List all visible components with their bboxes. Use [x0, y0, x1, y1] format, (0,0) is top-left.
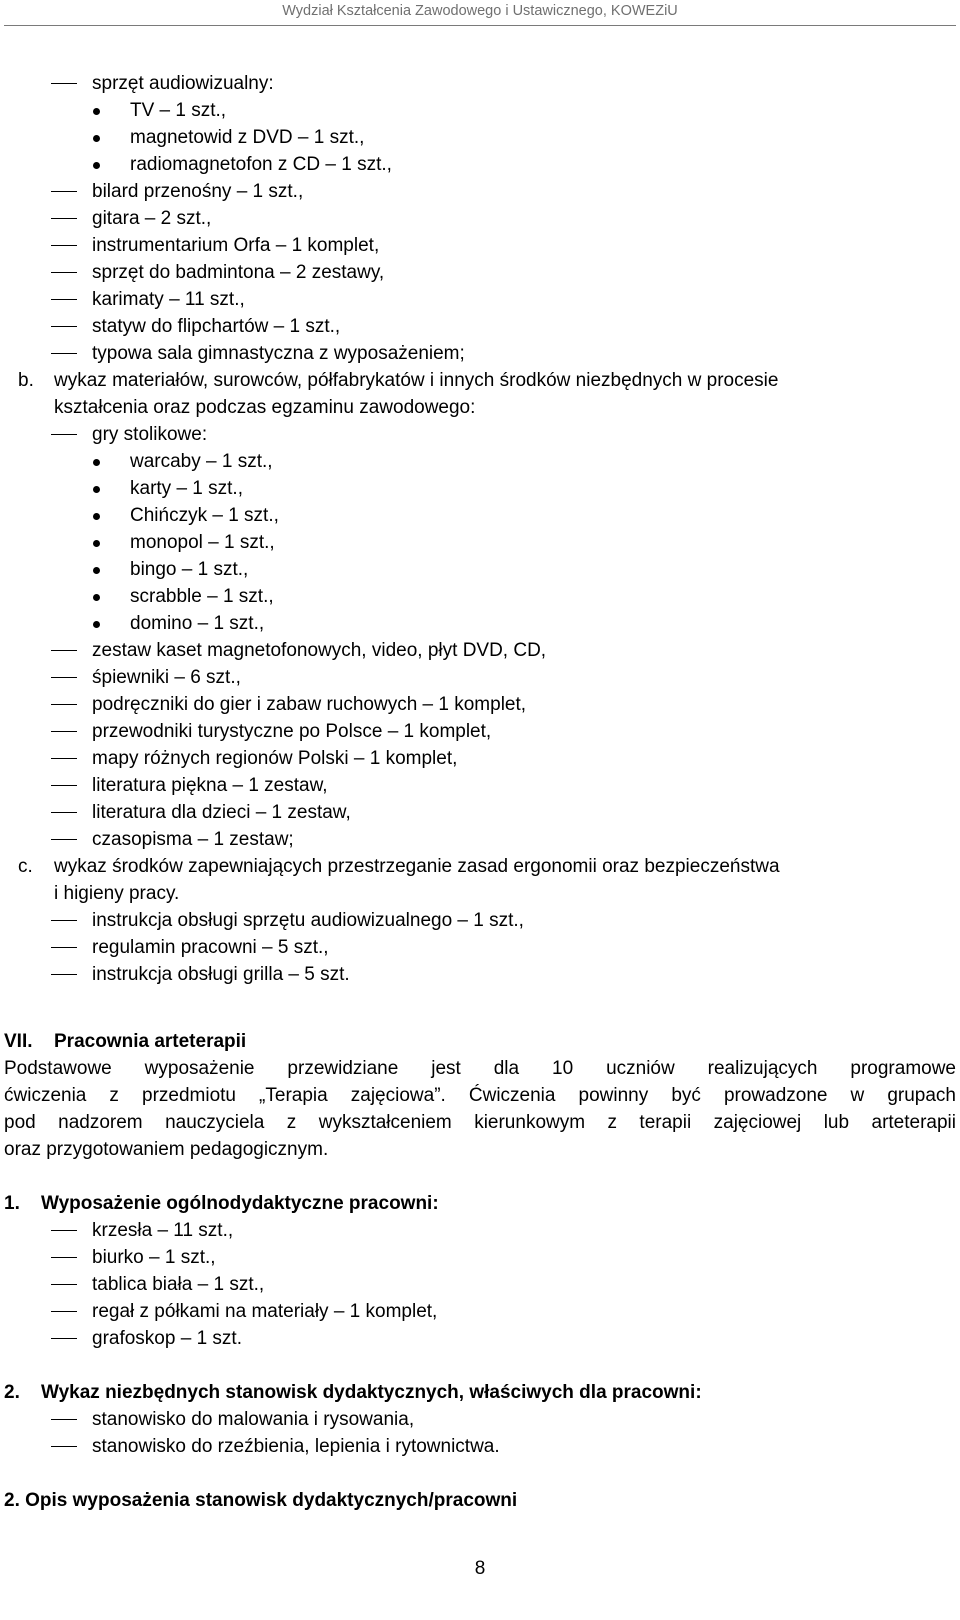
dash-list-item	[4, 718, 956, 745]
bullet-list-item	[4, 448, 956, 475]
bullet-icon	[93, 108, 100, 115]
list-item-text: warcaby – 1 szt.,	[130, 451, 273, 472]
bullet-icon	[93, 513, 100, 520]
subsection-2-heading	[4, 1379, 956, 1406]
materials-list	[4, 421, 956, 853]
header-divider	[4, 25, 956, 26]
dash-icon	[51, 1446, 77, 1447]
list-item-text: magnetowid z DVD – 1 szt.,	[130, 127, 365, 148]
dash-list-item	[4, 1271, 956, 1298]
dash-list-item	[4, 1244, 956, 1271]
dash-icon	[51, 218, 77, 219]
dash-list-item	[4, 1325, 956, 1352]
dash-list-item	[4, 826, 956, 853]
dash-list-item	[4, 772, 956, 799]
paragraph-line: ćwiczenia z przedmiotu „Terapia zajęciowa”. Ćwiczenia powinny być prowadzone w grupach	[4, 1085, 956, 1106]
list-item-text: przewodniki turystyczne po Polsce – 1 komplet,	[92, 721, 492, 742]
subsection-title: Wykaz niezbędnych stanowisk dydaktycznych, właściwych dla pracowni:	[41, 1382, 702, 1403]
dash-icon	[51, 947, 77, 948]
list-item-text: typowa sala gimnastyczna z wyposażeniem;	[92, 343, 465, 364]
list-item-text: mapy różnych regionów Polski – 1 komplet,	[92, 748, 458, 769]
list-item-text: sprzęt do badmintona – 2 zestawy,	[92, 262, 385, 283]
list-item-text: sprzęt audiowizualny:	[92, 73, 274, 94]
list-item-text: stanowisko do rzeźbienia, lepienia i rytownictwa.	[92, 1436, 500, 1457]
list-item-text: instrukcja obsługi grilla – 5 szt.	[92, 964, 350, 985]
dash-icon	[51, 299, 77, 300]
dash-icon	[51, 83, 77, 84]
dash-list-item	[4, 1217, 956, 1244]
list-item-text: gry stolikowe:	[92, 424, 208, 445]
dash-icon	[51, 1419, 77, 1420]
list-item-text: gitara – 2 szt.,	[92, 208, 212, 229]
dash-list-item	[4, 70, 956, 97]
bullet-list-item	[4, 529, 956, 556]
bullet-icon	[93, 459, 100, 466]
section-b-heading	[4, 367, 956, 394]
dash-icon	[51, 731, 77, 732]
list-item-text: scrabble – 1 szt.,	[130, 586, 274, 607]
bullet-list-item	[4, 475, 956, 502]
bullet-icon	[93, 594, 100, 601]
list-item-text: czasopisma – 1 zestaw;	[92, 829, 294, 850]
bullet-icon	[93, 621, 100, 628]
bullet-icon	[93, 540, 100, 547]
section-number: VII.	[4, 1031, 33, 1052]
bullet-list-item	[4, 583, 956, 610]
dash-list-item	[4, 340, 956, 367]
dash-icon	[51, 1257, 77, 1258]
list-item-text: radiomagnetofon z CD – 1 szt.,	[130, 154, 392, 175]
subsection-number: 1.	[4, 1193, 20, 1214]
bullet-list-item	[4, 556, 956, 583]
subsection-1-heading	[4, 1190, 956, 1217]
subsection-number: 2.	[4, 1382, 20, 1403]
list-item-text: regulamin pracowni – 5 szt.,	[92, 937, 329, 958]
list-item-text: bilard przenośny – 1 szt.,	[92, 181, 304, 202]
bullet-list-item	[4, 97, 956, 124]
list-item-text: monopol – 1 szt.,	[130, 532, 275, 553]
dash-icon	[51, 245, 77, 246]
dash-list-item	[4, 799, 956, 826]
list-item-text: TV – 1 szt.,	[130, 100, 227, 121]
dash-icon	[51, 650, 77, 651]
workstations-list	[4, 1406, 956, 1460]
dash-icon	[51, 434, 77, 435]
list-item-text: Chińczyk – 1 szt.,	[130, 505, 279, 526]
dash-icon	[51, 920, 77, 921]
dash-icon	[51, 326, 77, 327]
list-item-text: instrukcja obsługi sprzętu audiowizualnego – 1 szt.,	[92, 910, 524, 931]
subsection-title: Wyposażenie ogólnodydaktyczne pracowni:	[41, 1193, 439, 1214]
list-item-text: literatura piękna – 1 zestaw,	[92, 775, 328, 796]
dash-icon	[51, 353, 77, 354]
list-item-text: bingo – 1 szt.,	[130, 559, 249, 580]
dash-list-item	[4, 232, 956, 259]
equipment-list-continued	[4, 70, 956, 367]
dash-icon	[51, 704, 77, 705]
dash-icon	[51, 1338, 77, 1339]
dash-icon	[51, 1230, 77, 1231]
dash-list-item	[4, 934, 956, 961]
section-c-heading	[4, 853, 956, 880]
list-item-text: krzesła – 11 szt.,	[92, 1220, 234, 1241]
bullet-list-item	[4, 124, 956, 151]
section-c-heading-cont	[4, 880, 956, 907]
dash-list-item	[4, 205, 956, 232]
list-item-text: śpiewniki – 6 szt.,	[92, 667, 241, 688]
list-item-text: zestaw kaset magnetofonowych, video, płyt DVD, CD,	[92, 640, 547, 661]
general-equipment-list	[4, 1217, 956, 1352]
document-body	[4, 70, 956, 1514]
dash-icon	[51, 758, 77, 759]
safety-list	[4, 907, 956, 988]
subsection-2b-heading	[4, 1487, 956, 1514]
paragraph-line: pod nadzorem nauczyciela z wykształceniem kierunkowym z terapii zajęciowej lub arteterapii	[4, 1112, 956, 1133]
bullet-list-item	[4, 610, 956, 637]
section-b-heading-cont	[4, 394, 956, 421]
dash-list-item	[4, 664, 956, 691]
dash-list-item	[4, 745, 956, 772]
bullet-icon	[93, 567, 100, 574]
section-vii-paragraph	[4, 1055, 956, 1163]
dash-icon	[51, 1284, 77, 1285]
dash-list-item	[4, 691, 956, 718]
subsection-title: 2. Opis wyposażenia stanowisk dydaktycznych/pracowni	[4, 1490, 518, 1511]
dash-list-item	[4, 178, 956, 205]
dash-icon	[51, 974, 77, 975]
list-item-text: domino – 1 szt.,	[130, 613, 265, 634]
section-vii-heading	[4, 1028, 956, 1055]
list-item-text: statyw do flipchartów – 1 szt.,	[92, 316, 341, 337]
list-item-text: instrumentarium Orfa – 1 komplet,	[92, 235, 380, 256]
dash-list-item	[4, 421, 956, 448]
dash-list-item	[4, 259, 956, 286]
dash-icon	[51, 839, 77, 840]
dash-icon	[51, 272, 77, 273]
list-item-text: biurko – 1 szt.,	[92, 1247, 216, 1268]
list-item-text: literatura dla dzieci – 1 zestaw,	[92, 802, 351, 823]
list-item-text: regał z półkami na materiały – 1 komplet,	[92, 1301, 438, 1322]
list-item-text: grafoskop – 1 szt.	[92, 1328, 242, 1349]
list-item-text: podręczniki do gier i zabaw ruchowych – 1 komplet,	[92, 694, 527, 715]
section-c-line1: wykaz środków zapewniających przestrzeganie zasad ergonomii oraz bezpieczeństwa	[54, 856, 780, 877]
bullet-icon	[93, 162, 100, 169]
list-item-text: tablica biała – 1 szt.,	[92, 1274, 265, 1295]
bullet-icon	[93, 486, 100, 493]
section-letter: c.	[18, 856, 33, 877]
dash-icon	[51, 812, 77, 813]
dash-list-item	[4, 286, 956, 313]
section-b-line1: wykaz materiałów, surowców, półfabrykatów i innych środków niezbędnych w procesie	[54, 370, 779, 391]
list-item-text: karimaty – 11 szt.,	[92, 289, 245, 310]
section-letter: b.	[18, 370, 34, 391]
section-c-line2: i higieny pracy.	[54, 883, 180, 904]
dash-icon	[51, 785, 77, 786]
dash-icon	[51, 1311, 77, 1312]
list-item-text: karty – 1 szt.,	[130, 478, 243, 499]
dash-list-item	[4, 1406, 956, 1433]
paragraph-line: oraz przygotowaniem pedagogicznym.	[4, 1139, 329, 1160]
dash-icon	[51, 677, 77, 678]
dash-list-item	[4, 1433, 956, 1460]
page-number: 8	[474, 1558, 486, 1579]
dash-list-item	[4, 961, 956, 988]
running-header: Wydział Kształcenia Zawodowego i Ustawicznego, KOWEZiU	[282, 3, 678, 19]
bullet-list-item	[4, 502, 956, 529]
section-title: Pracownia arteterapii	[54, 1031, 247, 1052]
list-item-text: stanowisko do malowania i rysowania,	[92, 1409, 415, 1430]
dash-list-item	[4, 637, 956, 664]
dash-list-item	[4, 907, 956, 934]
dash-icon	[51, 191, 77, 192]
paragraph-line: Podstawowe wyposażenie przewidziane jest dla 10 uczniów realizujących programowe	[4, 1058, 956, 1079]
section-b-line2: kształcenia oraz podczas egzaminu zawodowego:	[54, 397, 476, 418]
dash-list-item	[4, 1298, 956, 1325]
bullet-list-item	[4, 151, 956, 178]
dash-list-item	[4, 313, 956, 340]
bullet-icon	[93, 135, 100, 142]
